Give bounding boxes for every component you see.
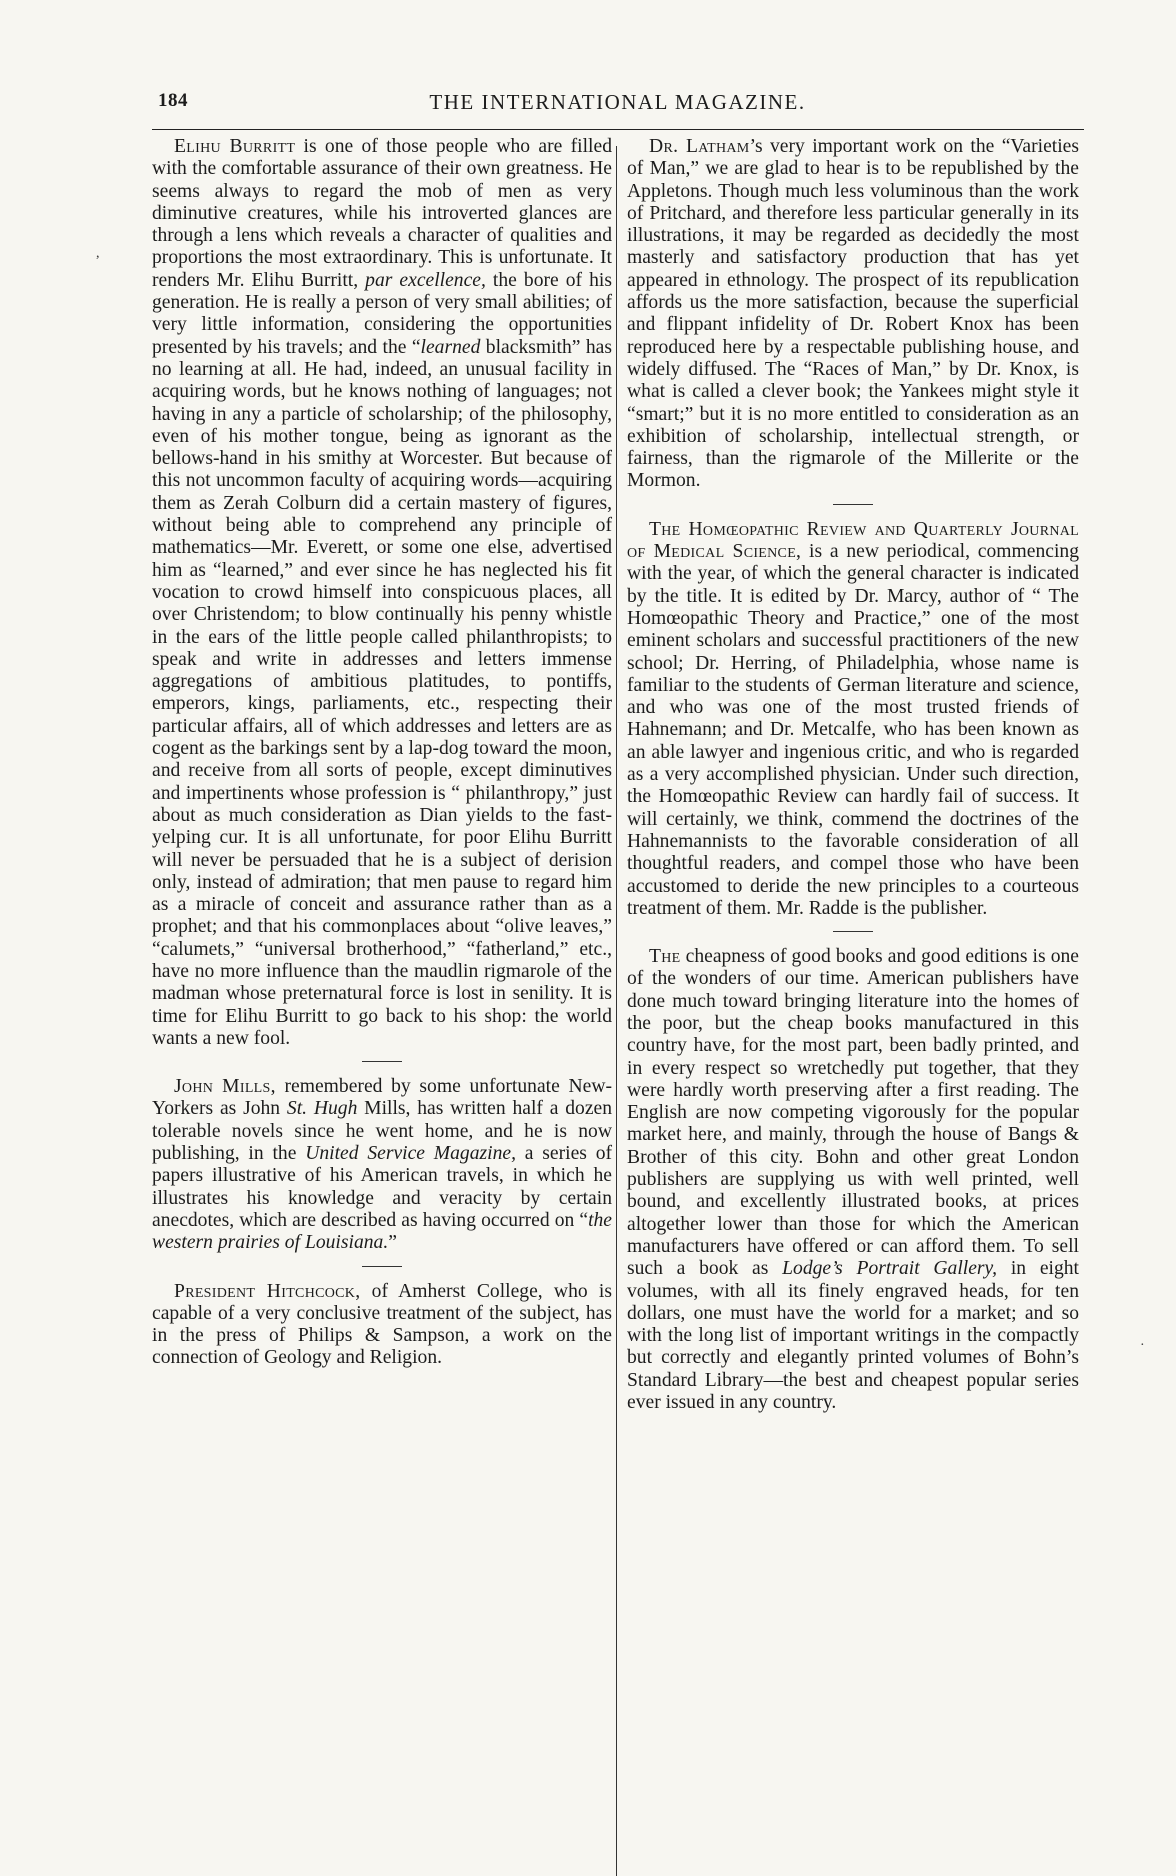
running-title: THE INTERNATIONAL MAGAZINE. <box>429 90 806 114</box>
article-cheap-books: The cheapness of good books and good editions is one of the wonders of our time. American publishers have done much toward bringing literature into the homes of the poor, but the cheap books manufactured in this country have, for the most part, been badly printed, and in every respect so wretchedly put together, that they were hardly worth preserving after a first reading. The English are now competing vigorously for the popular market here, and mainly, through the house of Bangs & Brother of this city. Bohn and other great London publishers are supplying us with well printed, well bound, and excellently illustrated books, at prices altogether lower than those for which the American manufacturers have offered or can afford them. To sell such a book as Lodge’s Portrait Gallery, in eight volumes, with all its finely engraved heads, for ten dollars, one must have the world for a market; and so with the long list of important writings in the compactly but correctly and elegantly printed volumes of Bohn’s Standard Library—the best and cheapest popular series ever issued in any country. <box>627 946 1080 1414</box>
stray-mark: · <box>1140 1338 1145 1353</box>
lead-in: Elihu Burritt <box>174 136 296 157</box>
right-column <box>627 136 1079 1414</box>
section-separator <box>362 1266 402 1267</box>
header-rule <box>152 129 1084 130</box>
section-separator <box>833 931 873 932</box>
section-separator <box>362 1061 402 1062</box>
lead-in: President Hitchcock, <box>174 1280 361 1302</box>
page-number: 184 <box>158 90 188 111</box>
lead-in: The <box>649 946 681 968</box>
article-burritt: Elihu Burritt is one of those people who are filled with the comfortable assurance of their own greatness. He seems always to regard the mob of men as very diminutive creatures, while his introverted glances are through a lens which reveals a character of qualities and proportions the most extraordinary. This is unfortunate. It renders Mr. Elihu Burritt, par excellence, the bore of his generation. He is really a person of very small abilities; of very little information, considering the opportunities presented by his travels; and the “learned blacksmith” has no learning at all. He had, indeed, an unusual facility in acquiring words, but he knows nothing of languages; not having in any a particle of scholarship; of the philosophy, even of his mother tongue, being as ignorant as the bellows-hand in his smithy at Worcester. But because of this not uncommon faculty of acquiring words—acquiring them as Zerah Colburn did a certain mastery of figures, without being able to comprehend any principle of mathematics—Mr. Everett, or some one else, advertised him as “learned,” and ever since he has neglected his fit vocation to crowd himself into conspicuous places, all over Christendom; to blow continually his penny whistle in the ears of the little people called philanthropists; to speak and write in addresses and letters immense aggregations of ambitious platitudes, to pontiffs, emperors, kings, parliaments, etc., respecting their particular affairs, all of which addresses and letters are as cogent as the barkings sent by a lap-dog toward the moon, and receive from all sorts of people, except diminutives and impertinents whose profession is “ philanthropy,” just about as much consideration as Dian yields to the fast-yelping cur. It is all unfortunate, for poor Elihu Burritt will never be persuaded that he is a subject of derision only, instead of admiration; that men pause to regard him as a miracle of conceit and assurance rather than as a prophet; and that his commonplaces about “olive leaves,” “calumets,” “universal brotherhood,” “fatherland,” etc., have no more influence than the maudlin rigmarole of the madman whose preternatural force is lost in senility. It is time for Elihu Burritt to go back to his shop: the world wants a new fool. <box>152 136 613 1049</box>
left-column <box>152 136 612 1370</box>
article-john-mills: John Mills, remembered by some unfortunate New-Yorkers as John St. Hugh Mills, has written half a dozen tolerable novels since he went home, and he is now publishing, in the United Service Magazine, a series of papers illustrative of his American travels, in which he illustrates his knowledge and veracity by certain anecdotes, which are described as having occurred on “the western prairies of Louisiana.” <box>152 1076 613 1254</box>
stray-mark: , <box>96 246 100 261</box>
lead-in: John Mills, <box>174 1076 276 1098</box>
lead-in: Dr. Latham <box>649 136 750 157</box>
lead-in: The Homœopathic Review and Quarterly Journal of Medical Science, <box>627 518 1079 563</box>
article-latham: Dr. Latham’s very important work on the “Varieties of Man,” we are glad to hear is to be republished by the Appletons. Though much less voluminous than the work of Pritchard, and therefore less particular generally in its illustrations, it may be regarded as decidedly the most masterly and satisfactory production that has yet appeared in ethnology. The prospect of its republication affords us the more satisfaction, because the superficial and flippant infidelity of Dr. Robert Knox has been reproduced here by a respectable publishing house, and widely diffused. The “Races of Man,” by Dr. Knox, is what is called a clever book; the Yankees might style it “smart;” but it is no more entitled to consideration as an exhibition of scholarship, intellectual strength, or fairness, than the rigmarole of the Millerite or the Mormon. <box>627 136 1079 492</box>
article-hitchcock: President Hitchcock, of Amherst College, who is capable of a very conclusive treatment of the subject, has in the press of Philips & Sampson, a work on the connection of Geology and Religion. <box>152 1280 612 1369</box>
page-header <box>150 86 1085 124</box>
article-homoeopathic-review: The Homœopathic Review and Quarterly Journal of Medical Science, is a new periodical, commencing with the year, of which the general character is indicated by the title. It is edited by Dr. Marcy, author of “ The Homœopathic Theory and Practice,” one of the most eminent scholars and successful practitioners of the new school; Dr. Herring, of Philadelphia, whose name is familiar to the students of German literature and science, and who was one of the most trusted friends of Hahnemann; and Dr. Metcalfe, who has been known as an able lawyer and ingenious critic, and who is regarded as a very accomplished physician. Under such direction, the Homœopathic Review can hardly fail of success. It will certainly, we think, commend the doctrines of the Hahnemannists to the favorable consideration of all thoughtful readers, and compel those who have been accustomed to deride the new principles to a courteous treatment of them. Mr. Radde is the publisher. <box>627 518 1079 919</box>
section-separator <box>833 504 873 505</box>
column-divider <box>616 146 617 1876</box>
